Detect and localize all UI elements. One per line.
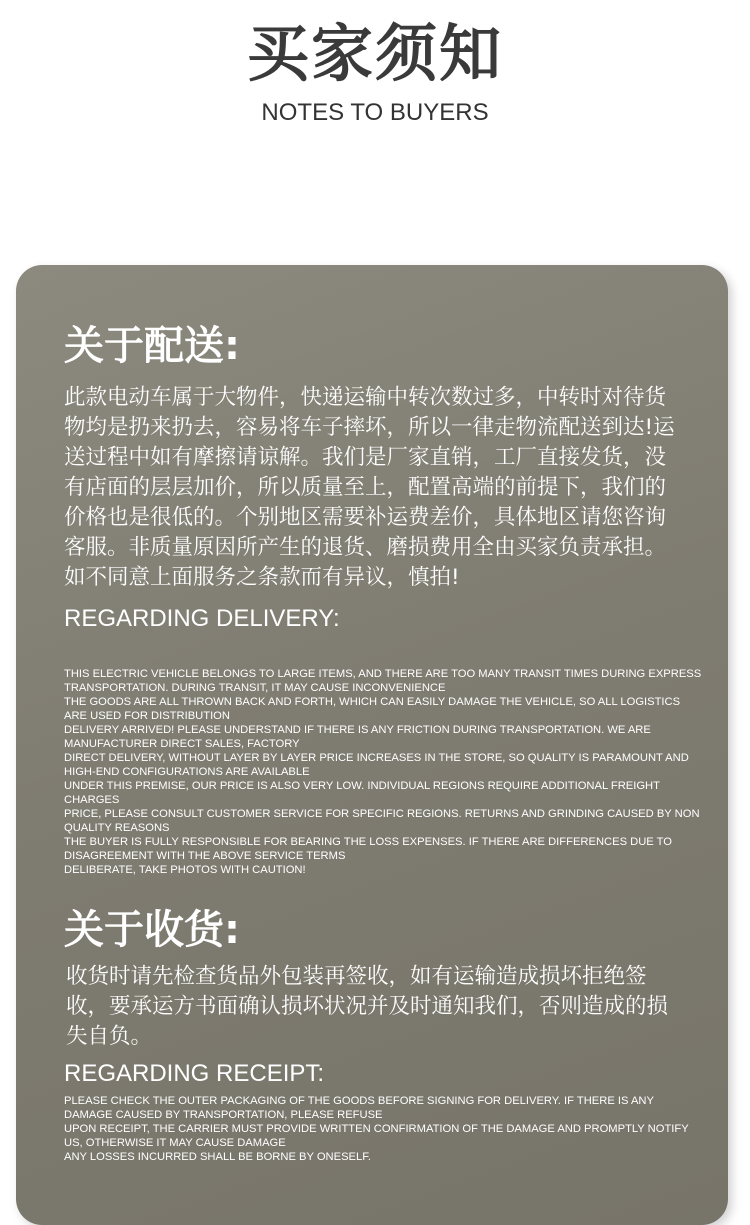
receipt-title-cn: 关于收货: [64,907,240,953]
receipt-en-paragraph: ANY LOSSES INCURRED SHALL BE BORNE BY ONESELF. [64,1151,371,1163]
delivery-en-paragraph: THE BUYER IS FULLY RESPONSIBLE FOR BEARING THE LOSS EXPENSES. IF THERE ARE DIFFERENCES DUE TO DISAGREEMENT WITH THE ABOVE SERVICE TERMS [64,836,673,862]
page-subtitle: NOTES TO BUYERS [261,99,489,126]
delivery-body-cn: 此款电动车属于大物件，快递运输中转次数过多，中转时对待货物均是扔来扔去，容易将车子摔坏，所以一律走物流配送到达!运送过程中如有摩擦请谅解。我们是厂家直销，工厂直接发货，没有店面的层层加价，所以质量至上，配置高端的前提下，我们的价格也是很低的。个别地区需要补运费差价，具体地区请您咨询客服。非质量原因所产生的退货、磨损费用全由买家负责承担。如不同意上面服务之条款而有异议，慎拍! [64,385,675,590]
delivery-body-en [64,667,704,877]
delivery-en-paragraph: DELIVERY ARRIVED! PLEASE UNDERSTAND IF THERE IS ANY FRICTION DURING TRANSPORTATION. WE ARE MANUFACTURER DIRECT SALES, FACTORY [64,724,651,750]
page-title: 买家须知 [246,17,503,90]
receipt-en-paragraph: PLEASE CHECK THE OUTER PACKAGING OF THE GOODS BEFORE SIGNING FOR DELIVERY. IF THERE IS ANY DAMAGE CAUSED BY TRANSPORTATION, PLEASE REFUSE [64,1095,654,1121]
delivery-en-paragraph: UNDER THIS PREMISE, OUR PRICE IS ALSO VERY LOW. INDIVIDUAL REGIONS REQUIRE ADDITIONAL FREIGHT CHARGES [64,780,660,806]
delivery-en-paragraph: PRICE, PLEASE CONSULT CUSTOMER SERVICE FOR SPECIFIC REGIONS. RETURNS AND GRINDING CAUSED BY NON QUALITY REASONS [64,808,700,834]
delivery-en-paragraph: THIS ELECTRIC VEHICLE BELONGS TO LARGE ITEMS, AND THERE ARE TOO MANY TRANSIT TIMES DURING EXPRESS TRANSPORTATION. DURING TRANSIT, IT MAY CAUSE INCONVENIENCE [64,668,702,694]
delivery-en-paragraph: DELIBERATE, TAKE PHOTOS WITH CAUTION! [64,864,306,876]
receipt-title-en: REGARDING RECEIPT: [64,1060,325,1087]
receipt-body-cn: 收货时请先检查货品外包装再签收，如有运输造成损坏拒绝签收，要承运方书面确认损坏状况并及时通知我们，否则造成的损失自负。 [66,964,669,1049]
delivery-en-paragraph: THE GOODS ARE ALL THROWN BACK AND FORTH, WHICH CAN EASILY DAMAGE THE VEHICLE, SO ALL LOGISTICS ARE USED FOR DISTRIBUTION [64,696,681,722]
receipt-en-paragraph: UPON RECEIPT, THE CARRIER MUST PROVIDE WRITTEN CONFIRMATION OF THE DAMAGE AND PROMPTLY NOTIFY US, OTHERWISE IT MAY CAUSE DAMAGE [64,1123,689,1149]
page-header [0,0,750,200]
delivery-title-cn: 关于配送: [64,323,240,369]
delivery-title-en: REGARDING DELIVERY: [64,605,340,632]
notes-panel [16,265,728,1225]
delivery-en-paragraph: DIRECT DELIVERY, WITHOUT LAYER BY LAYER PRICE INCREASES IN THE STORE, SO QUALITY IS PARAMOUNT AND HIGH-END CONFIGURATIONS ARE AVAILABLE [64,752,689,778]
receipt-body-en [64,1094,704,1164]
